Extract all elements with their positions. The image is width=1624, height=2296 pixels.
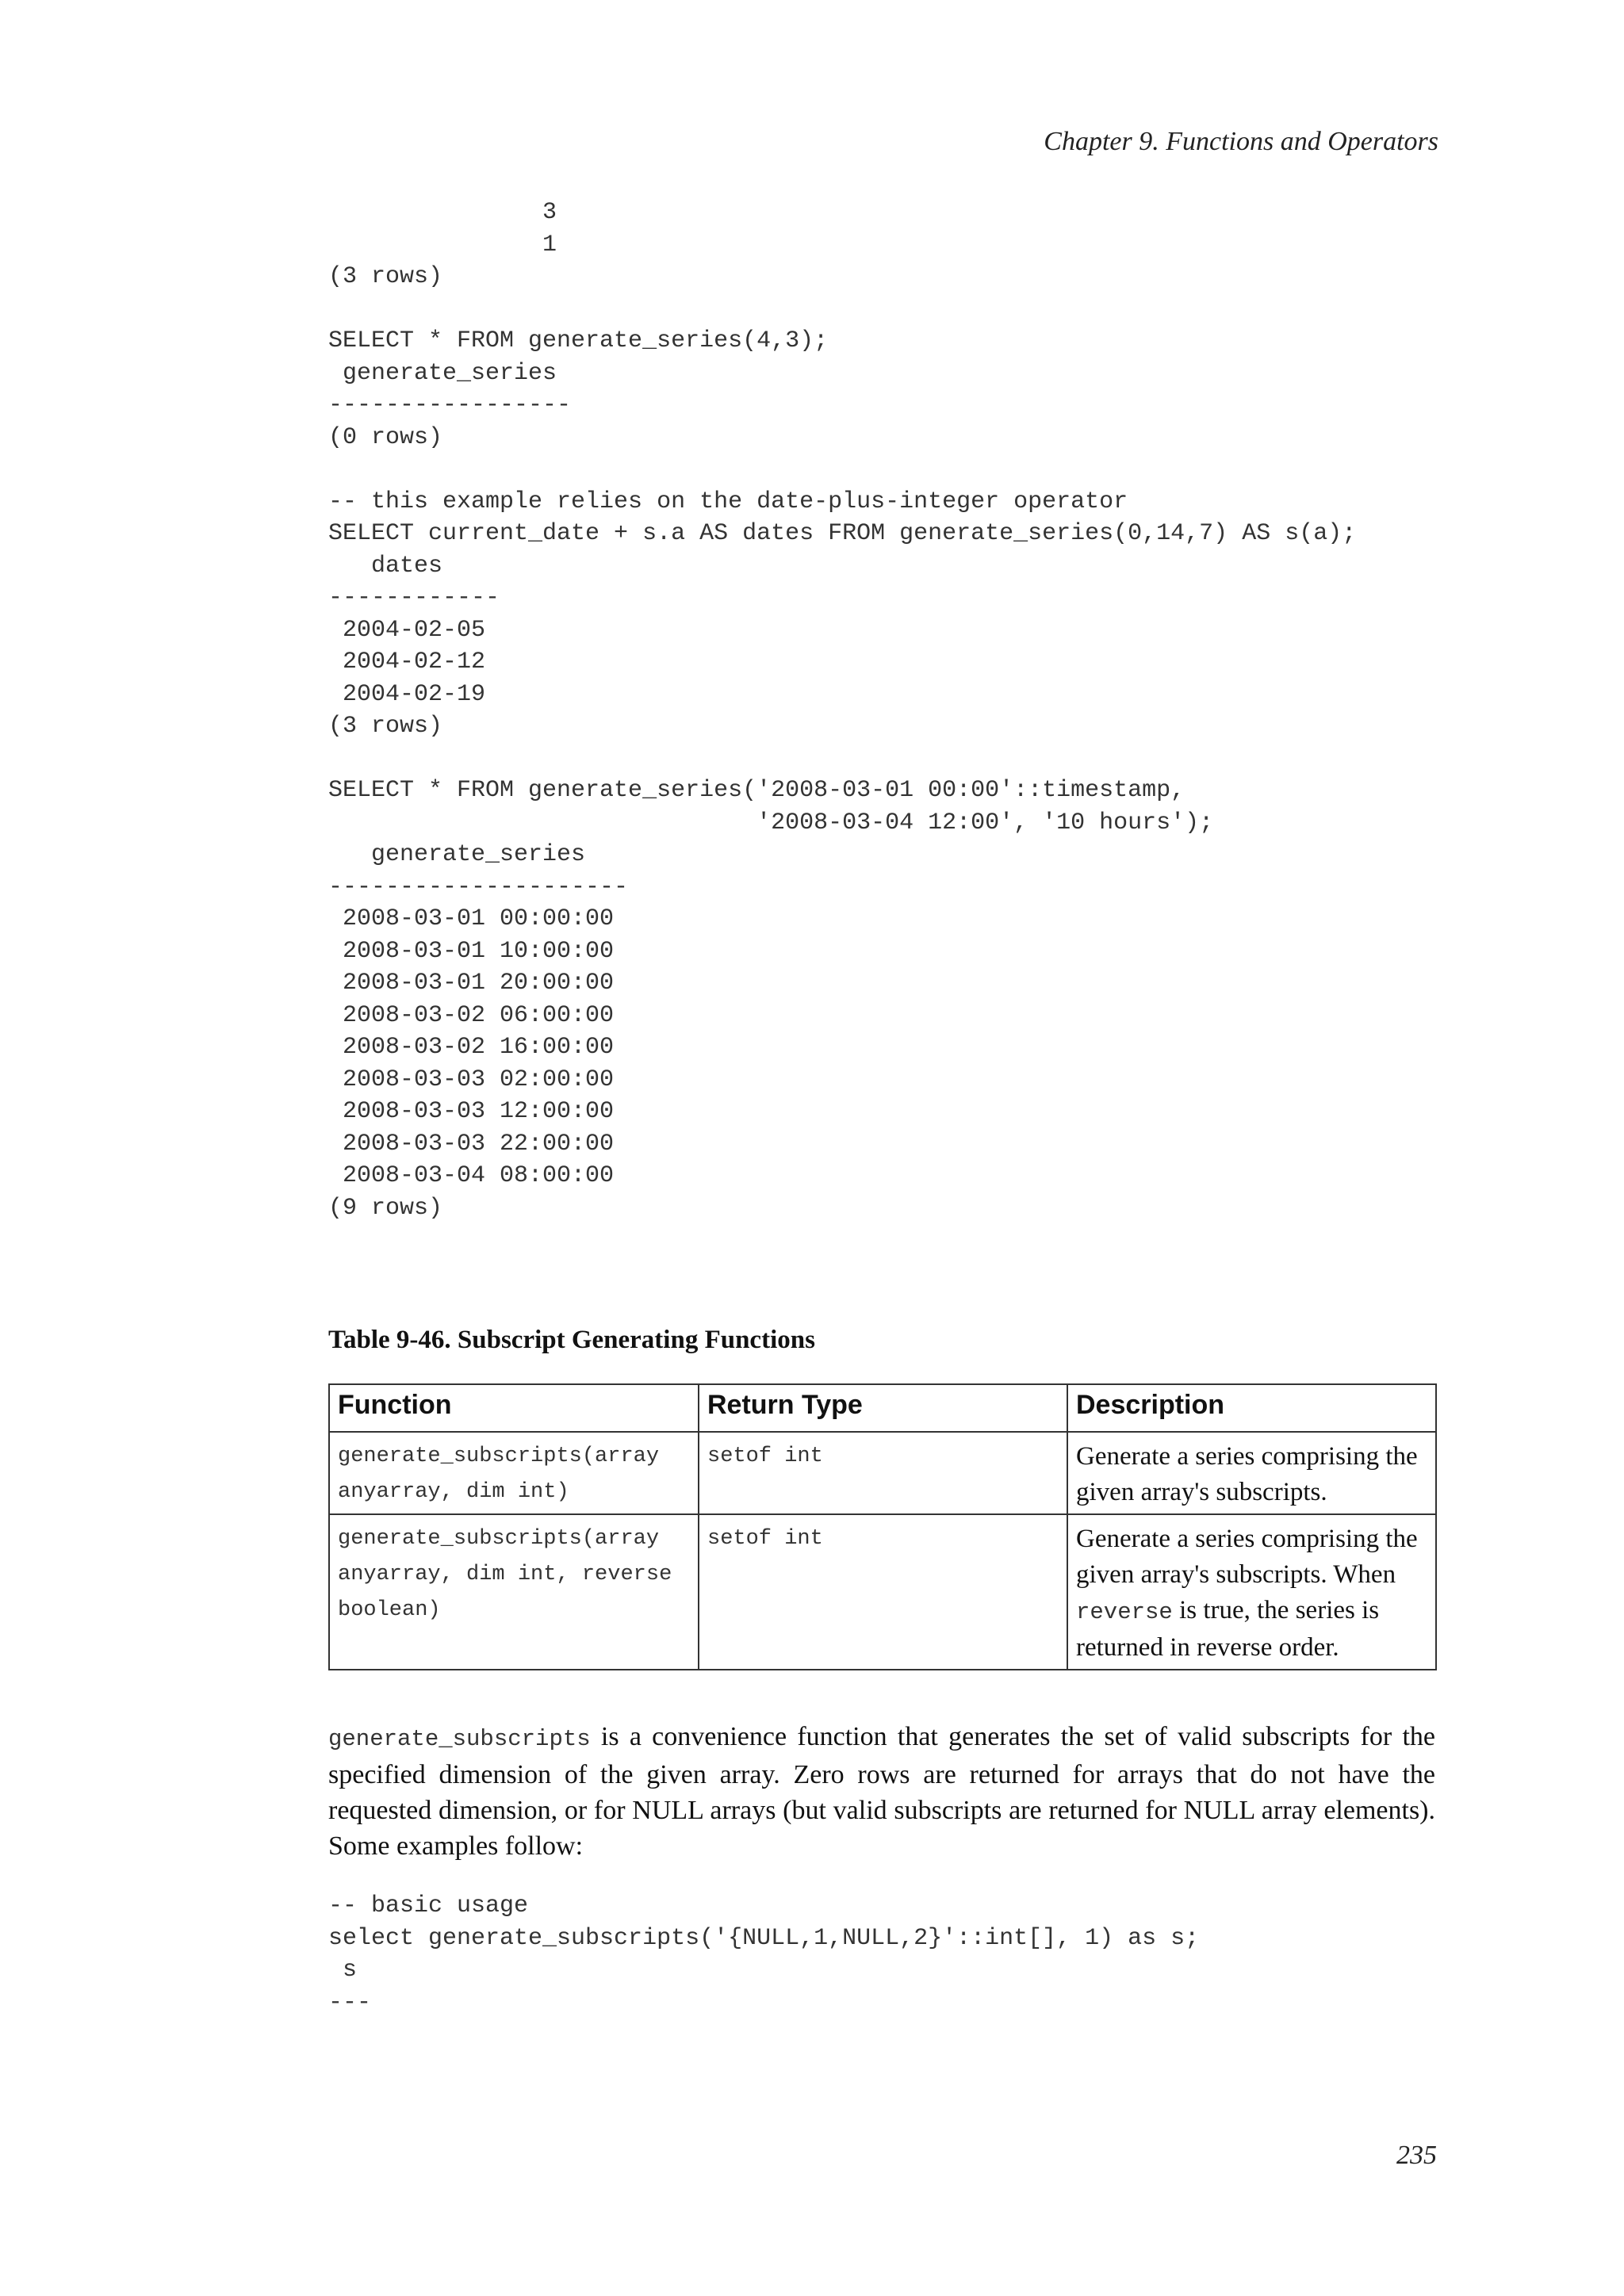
table-row	[329, 1432, 1436, 1514]
code-example-generate-subscripts: -- basic usage select generate_subscripts('{NULL,1,NULL,2}'::int[], 1) as s; s ---	[328, 1892, 1200, 2016]
cell-return-type: setof int	[699, 1514, 1067, 1670]
column-header-return-type: Return Type	[699, 1384, 1067, 1432]
table-title: Table 9-46. Subscript Generating Functions	[328, 1326, 815, 1354]
cell-description: Generate a series comprising the given array's subscripts.	[1067, 1432, 1436, 1514]
description-text-after: is true, the series is returned in reverse order.	[1076, 1596, 1380, 1662]
column-header-description: Description	[1067, 1384, 1436, 1432]
subscript-functions-table	[328, 1383, 1437, 1670]
paragraph-text: is a convenience function that generates the set of valid subscripts for the specified dimension of the given array. Zero rows are returned for arrays that do not have the requested dimension, or for NULL arrays (but valid subscripts are returned for NULL array elements). Some examples follow:	[328, 1722, 1435, 1861]
description-text-before: Generate a series comprising the given array's subscripts. When	[1076, 1525, 1418, 1589]
inline-code-reverse: reverse	[1076, 1599, 1173, 1625]
body-paragraph	[328, 1719, 1435, 1864]
cell-return-type: setof int	[699, 1432, 1067, 1514]
column-header-function: Function	[329, 1384, 699, 1432]
cell-function: generate_subscripts(array anyarray, dim int, reverse boolean)	[329, 1514, 699, 1670]
cell-function: generate_subscripts(array anyarray, dim int)	[329, 1432, 699, 1514]
table-header-row	[329, 1384, 1436, 1432]
chapter-header: Chapter 9. Functions and Operators	[1044, 127, 1438, 156]
table-row	[329, 1514, 1436, 1670]
page-number: 235	[1396, 2141, 1437, 2170]
code-example-generate-series: 3 1 (3 rows) SELECT * FROM generate_series(4,3); generate_series ----------------- (0 rows) -- this example relies on the date-plus-integer operator SELECT current_date + s.a AS dates FROM generate_series(0,14,7) AS s(a); dates ------------ 2004-02-05 2004-02-12 2004-02-19 (3 rows) SELECT * FROM generate_series('2008-03-01 00:00'::timestamp, '2008-03-04 12:00', '10 hours'); generate_series --------------------- 2008-03-01 00:00:00 2008-03-01 10:00:00 2008-03-01 20:00:00 2008-03-02 06:00:00 2008-03-02 16:00:00 2008-03-03 02:00:00 2008-03-03 12:00:00 2008-03-03 22:00:00 2008-03-04 08:00:00 (9 rows)	[328, 199, 1357, 1222]
cell-description	[1067, 1514, 1436, 1670]
inline-code-generate-subscripts: generate_subscripts	[328, 1726, 591, 1752]
